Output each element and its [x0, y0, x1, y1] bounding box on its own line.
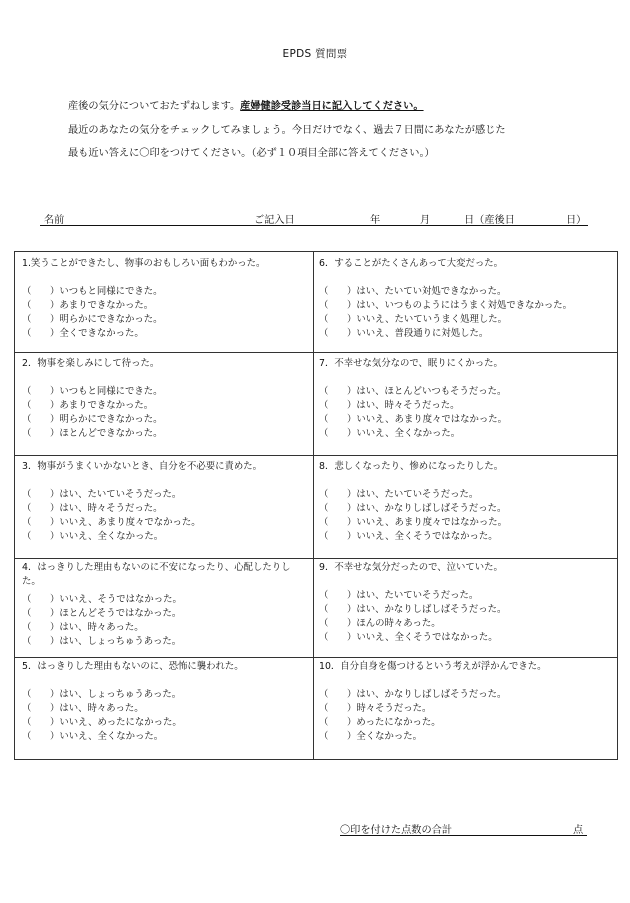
answer-option[interactable]	[22, 730, 308, 744]
answer-text: はい、時々そうだった。	[356, 400, 460, 411]
answer-option[interactable]	[22, 593, 308, 607]
answer-text: はい、かなりしばしばそうだった。	[356, 604, 507, 615]
answer-paren-close: ）	[347, 386, 357, 397]
answer-options	[22, 488, 308, 544]
intro-line-1	[68, 97, 608, 112]
answer-paren-open[interactable]: （	[319, 632, 329, 643]
answer-option[interactable]	[319, 313, 614, 327]
answer-option[interactable]	[319, 716, 614, 730]
answer-text: はい、時々そうだった。	[59, 503, 163, 514]
answer-text: いいえ、全くなかった。	[356, 428, 461, 439]
answer-option[interactable]	[319, 327, 614, 341]
answer-text: はい、ほとんどいつもそうだった。	[356, 386, 507, 397]
answer-paren-open[interactable]: （	[319, 300, 329, 311]
answer-option[interactable]	[319, 516, 614, 530]
answer-paren-open[interactable]: （	[22, 608, 32, 619]
intro-line-2: 最近のあなたの気分をチェックしてみましょう。今日だけでなく、過去７日間にあなたが感じた	[68, 125, 506, 136]
answer-text: はい、たいていそうだった。	[356, 489, 479, 500]
answer-text: いいえ、めったになかった。	[59, 717, 182, 728]
answer-text: いいえ、そうではなかった。	[59, 594, 182, 605]
answer-paren-open[interactable]: （	[22, 400, 32, 411]
answer-text: いつもと同様にできた。	[59, 386, 163, 397]
answer-text: いいえ、たいていうまく処理した。	[356, 314, 507, 325]
answer-paren-close: ）	[50, 531, 60, 542]
answer-option[interactable]	[319, 631, 614, 645]
question-text: 10．自分自身を傷つけるという考えが浮かんできた。	[319, 661, 547, 672]
answer-paren-open[interactable]: （	[22, 300, 32, 311]
answer-paren-close: ）	[347, 503, 357, 514]
answer-paren-close: ）	[50, 594, 60, 605]
answer-paren-open[interactable]: （	[319, 703, 329, 714]
answer-option[interactable]	[22, 413, 308, 427]
answer-paren-open[interactable]: （	[319, 590, 329, 601]
question-10	[319, 660, 614, 744]
answer-paren-close: ）	[50, 314, 60, 325]
answer-paren-open[interactable]: （	[22, 503, 32, 514]
answer-option[interactable]	[22, 399, 308, 413]
answer-paren-close: ）	[50, 300, 60, 311]
answer-paren-open[interactable]: （	[22, 328, 32, 339]
answer-options	[319, 285, 614, 341]
answer-paren-open[interactable]: （	[22, 622, 32, 633]
answer-option[interactable]	[319, 285, 614, 299]
question-3	[22, 460, 308, 544]
question-8	[319, 460, 614, 544]
answer-text: いいえ、全くそうではなかった。	[356, 632, 498, 643]
score-unit: 点	[573, 825, 584, 836]
answer-text: いいえ、あまり度々でなかった。	[59, 517, 201, 528]
answer-text: 明らかにできなかった。	[59, 414, 163, 425]
answer-paren-close: ）	[50, 717, 60, 728]
answer-text: はい、かなりしばしばそうだった。	[356, 689, 507, 700]
answer-text: いいえ、全くなかった。	[59, 731, 164, 742]
answer-paren-close: ）	[50, 608, 60, 619]
answer-paren-close: ）	[347, 618, 357, 629]
answer-paren-open[interactable]: （	[319, 328, 329, 339]
answer-text: ほとんどできなかった。	[59, 428, 163, 439]
answer-options	[319, 688, 614, 744]
answer-option[interactable]	[319, 617, 614, 631]
answer-paren-close: ）	[347, 314, 357, 325]
answer-option[interactable]	[22, 702, 308, 716]
answer-paren-open[interactable]: （	[22, 531, 32, 542]
answer-paren-open[interactable]: （	[22, 517, 32, 528]
answer-text: 全くできなかった。	[59, 328, 144, 339]
answer-paren-close: ）	[50, 517, 60, 528]
answer-text: あまりできなかった。	[59, 400, 154, 411]
intro-emphasis: 産婦健診受診当日に記入してください。	[240, 101, 424, 112]
answer-option[interactable]	[319, 427, 614, 441]
answer-option[interactable]	[319, 413, 614, 427]
answer-option[interactable]	[22, 327, 308, 341]
answer-options	[319, 488, 614, 544]
answer-paren-close: ）	[50, 328, 60, 339]
column-divider	[313, 252, 314, 759]
question-text: 7．不幸せな気分なので、眠りにくかった。	[319, 358, 503, 369]
answer-paren-close: ）	[50, 286, 60, 297]
answer-option[interactable]	[319, 399, 614, 413]
answer-text: はい、しょっちゅうあった。	[59, 689, 182, 700]
date-label: ご記入日	[254, 215, 295, 226]
year-label: 年	[370, 215, 381, 226]
page-title: EPDS 質問票	[282, 48, 348, 60]
answer-paren-open[interactable]: （	[22, 636, 32, 647]
answer-options	[22, 688, 308, 744]
answer-paren-close: ）	[50, 489, 60, 500]
question-text: 6．することがたくさんあって大変だった。	[319, 258, 503, 269]
score-total-row[interactable]	[340, 821, 587, 836]
answer-text: はい、たいてい対処できなかった。	[356, 286, 507, 297]
score-total-label: 〇印を付けた点数の合計	[340, 825, 453, 836]
answer-text: はい、たいていそうだった。	[59, 489, 182, 500]
month-label: 月	[420, 215, 431, 226]
answer-paren-close: ）	[50, 703, 60, 714]
answer-option[interactable]	[319, 299, 614, 313]
answer-paren-open[interactable]: （	[319, 689, 329, 700]
question-text: 2．物事を楽しみにして待った。	[22, 358, 160, 369]
answer-text: はい、時々あった。	[59, 703, 144, 714]
answer-text: はい、かなりしばしばそうだった。	[356, 503, 507, 514]
answer-paren-close: ）	[347, 517, 357, 528]
intro-text: 産後の気分についておたずねします。	[68, 101, 241, 112]
question-1	[22, 257, 308, 341]
answer-option[interactable]	[319, 730, 614, 744]
answer-paren-open[interactable]: （	[319, 286, 329, 297]
postpartum-day-label: 日（産後日	[464, 215, 515, 226]
answer-paren-close: ）	[347, 286, 357, 297]
answer-paren-open[interactable]: （	[319, 414, 329, 425]
answer-option[interactable]	[22, 716, 308, 730]
answer-paren-open[interactable]: （	[319, 531, 329, 542]
answer-text: めったになかった。	[356, 717, 441, 728]
answer-paren-close: ）	[50, 636, 60, 647]
answer-option[interactable]	[22, 488, 308, 502]
answer-paren-close: ）	[347, 414, 357, 425]
question-text: 1.笑うことができたし、物事のおもしろい面もわかった。	[22, 258, 266, 269]
answer-option[interactable]	[319, 702, 614, 716]
answer-paren-close: ）	[347, 300, 357, 311]
answer-paren-open[interactable]: （	[319, 386, 329, 397]
answer-text: いいえ、普段通りに対処した。	[356, 328, 489, 339]
answer-text: はい、時々あった。	[59, 622, 144, 633]
answer-paren-close: ）	[347, 717, 357, 728]
answer-paren-open[interactable]: （	[22, 703, 32, 714]
question-table	[14, 251, 618, 760]
row-divider	[15, 352, 617, 353]
answer-paren-close: ）	[50, 689, 60, 700]
answer-paren-close: ）	[50, 414, 60, 425]
question-5	[22, 660, 308, 744]
answer-text: はい、たいていそうだった。	[356, 590, 479, 601]
question-2	[22, 357, 308, 441]
answer-text: いいえ、全くなかった。	[59, 531, 164, 542]
answer-option[interactable]	[22, 530, 308, 544]
answer-text: 時々そうだった。	[356, 703, 432, 714]
answer-option[interactable]	[319, 688, 614, 702]
answer-paren-close: ）	[50, 731, 60, 742]
question-9	[319, 561, 614, 645]
answer-text: はい、いつものようにはうまく対処できなかった。	[356, 300, 573, 311]
answer-paren-close: ）	[347, 531, 357, 542]
answer-paren-close: ）	[347, 590, 357, 601]
question-text: 5．はっきりした理由もないのに、恐怖に襲われた。	[22, 661, 244, 672]
answer-paren-open[interactable]: （	[319, 314, 329, 325]
answer-text: いいえ、あまり度々ではなかった。	[356, 517, 507, 528]
answer-text: あまりできなかった。	[59, 300, 154, 311]
answer-paren-open[interactable]: （	[22, 314, 32, 325]
answer-paren-close: ）	[347, 428, 357, 439]
name-date-row[interactable]	[40, 211, 588, 226]
answer-option[interactable]	[22, 688, 308, 702]
answer-text: 全くなかった。	[356, 731, 423, 742]
answer-paren-open[interactable]: （	[319, 618, 329, 629]
answer-options	[319, 589, 614, 645]
answer-paren-close: ）	[347, 489, 357, 500]
answer-option[interactable]	[319, 488, 614, 502]
answer-paren-open[interactable]: （	[22, 428, 32, 439]
question-4	[22, 561, 308, 649]
close-paren-label: 日）	[566, 215, 587, 226]
answer-paren-open[interactable]: （	[319, 503, 329, 514]
question-text: 4．はっきりした理由もないのに不安になったり、心配したりした。	[22, 562, 291, 587]
answer-paren-close: ）	[347, 632, 357, 643]
answer-paren-open[interactable]: （	[22, 689, 32, 700]
answer-options	[22, 385, 308, 441]
answer-paren-open[interactable]: （	[22, 594, 32, 605]
answer-option[interactable]	[22, 635, 308, 649]
answer-option[interactable]	[319, 530, 614, 544]
answer-paren-open[interactable]: （	[22, 731, 32, 742]
answer-options	[22, 593, 308, 649]
answer-paren-close: ）	[347, 731, 357, 742]
answer-paren-open[interactable]: （	[22, 286, 32, 297]
answer-paren-open[interactable]: （	[319, 400, 329, 411]
answer-text: ほんの時々あった。	[356, 618, 441, 629]
answer-paren-open[interactable]: （	[319, 428, 329, 439]
row-divider	[15, 558, 617, 559]
answer-option[interactable]	[319, 385, 614, 399]
answer-text: ほとんどそうではなかった。	[59, 608, 182, 619]
row-divider	[15, 657, 617, 658]
answer-option[interactable]	[319, 603, 614, 617]
question-6	[319, 257, 614, 341]
answer-paren-open[interactable]: （	[22, 414, 32, 425]
answer-paren-open[interactable]: （	[319, 717, 329, 728]
answer-option[interactable]	[319, 502, 614, 516]
answer-paren-open[interactable]: （	[22, 386, 32, 397]
answer-paren-close: ）	[50, 428, 60, 439]
answer-option[interactable]	[22, 607, 308, 621]
name-label: 名前	[44, 215, 65, 226]
answer-paren-close: ）	[347, 703, 357, 714]
answer-option[interactable]	[22, 621, 308, 635]
answer-options	[319, 385, 614, 441]
answer-paren-close: ）	[347, 604, 357, 615]
answer-paren-close: ）	[50, 400, 60, 411]
answer-option[interactable]	[22, 516, 308, 530]
row-divider	[15, 455, 617, 456]
answer-paren-close: ）	[50, 386, 60, 397]
answer-option[interactable]	[22, 427, 308, 441]
answer-paren-open[interactable]: （	[22, 717, 32, 728]
answer-paren-open[interactable]: （	[22, 489, 32, 500]
answer-paren-open[interactable]: （	[319, 517, 329, 528]
answer-paren-close: ）	[347, 689, 357, 700]
answer-option[interactable]	[22, 299, 308, 313]
question-text: 3．物事がうまくいかないとき、自分を不必要に責めた。	[22, 461, 262, 472]
answer-option[interactable]	[22, 285, 308, 299]
answer-paren-close: ）	[347, 400, 357, 411]
answer-paren-close: ）	[50, 503, 60, 514]
answer-text: いいえ、全くそうではなかった。	[356, 531, 498, 542]
answer-option[interactable]	[22, 385, 308, 399]
answer-text: はい、しょっちゅうあった。	[59, 636, 182, 647]
question-text: 9．不幸せな気分だったので、泣いていた。	[319, 562, 503, 573]
answer-text: 明らかにできなかった。	[59, 314, 163, 325]
answer-paren-close: ）	[347, 328, 357, 339]
answer-paren-open[interactable]: （	[319, 731, 329, 742]
intro-line-3: 最も近い答えに〇印をつけてください。（必ず１０項目全部に答えてください。）	[68, 148, 435, 159]
answer-text: いいえ、あまり度々ではなかった。	[356, 414, 507, 425]
answer-paren-open[interactable]: （	[319, 489, 329, 500]
answer-option[interactable]	[22, 313, 308, 327]
answer-option[interactable]	[319, 589, 614, 603]
answer-text: いつもと同様にできた。	[59, 286, 163, 297]
answer-options	[22, 285, 308, 341]
answer-option[interactable]	[22, 502, 308, 516]
question-text: 8．悲しくなったり、惨めになったりした。	[319, 461, 504, 472]
question-7	[319, 357, 614, 441]
answer-paren-open[interactable]: （	[319, 604, 329, 615]
answer-paren-close: ）	[50, 622, 60, 633]
